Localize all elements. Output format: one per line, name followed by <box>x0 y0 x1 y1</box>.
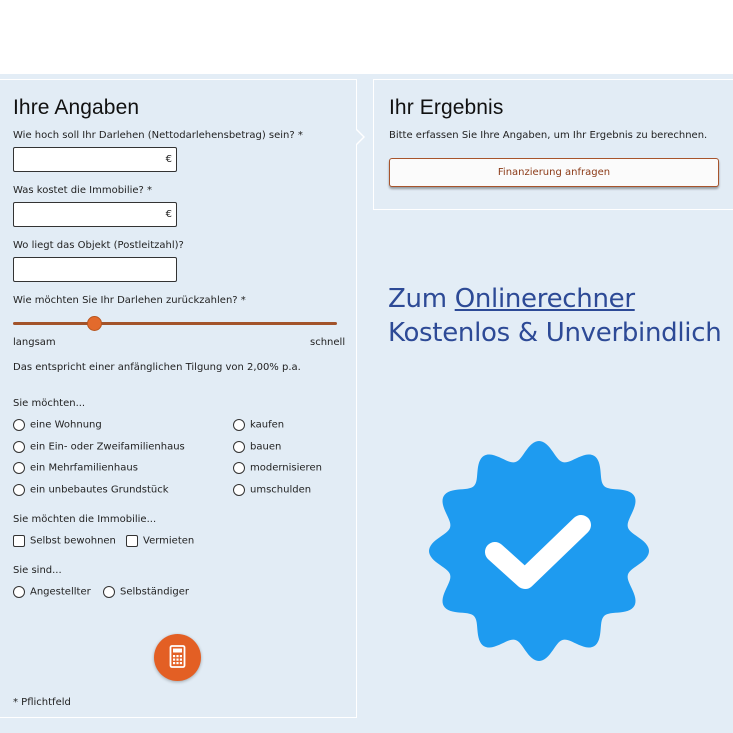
radio-option-selbstaendiger[interactable]: Selbständiger <box>103 586 189 600</box>
promo-line-1: Zum Onlinerechner <box>388 284 635 314</box>
slider-min-label: langsam <box>13 337 56 348</box>
use-label: Sie möchten die Immobilie... <box>13 514 157 525</box>
radio-option-mehrfamilienhaus[interactable]: ein Mehrfamilienhaus <box>13 462 138 476</box>
loan-amount-label: Wie hoch soll Ihr Darlehen (Nettodarlehensbetrag) sein? * <box>13 130 303 141</box>
want-label: Sie möchten... <box>13 398 86 409</box>
radio-button[interactable] <box>233 441 245 453</box>
radio-option-einfamilienhaus[interactable]: ein Ein- oder Zweifamilienhaus <box>13 441 185 455</box>
radio-option-bauen[interactable]: bauen <box>233 441 281 455</box>
checkbox-vermieten[interactable]: Vermieten <box>126 535 194 549</box>
radio-option-umschulden[interactable]: umschulden <box>233 484 311 498</box>
radio-button[interactable] <box>13 484 25 496</box>
radio-option-wohnung[interactable]: eine Wohnung <box>13 419 102 433</box>
repayment-label: Wie möchten Sie Ihr Darlehen zurückzahlen? * <box>13 295 246 306</box>
euro-symbol: € <box>165 209 172 220</box>
radio-button[interactable] <box>233 484 245 496</box>
promo-line-2: Kostenlos & Unverbindlich <box>388 318 722 348</box>
calculate-button[interactable] <box>154 634 201 681</box>
radio-option-modernisieren[interactable]: modernisieren <box>233 462 322 476</box>
radio-option-kaufen[interactable]: kaufen <box>233 419 284 433</box>
radio-button[interactable] <box>13 586 25 598</box>
radio-button[interactable] <box>103 586 115 598</box>
euro-symbol: € <box>165 154 172 165</box>
checkbox-selbst-bewohnen[interactable]: Selbst bewohnen <box>13 535 116 549</box>
checkbox[interactable] <box>13 535 25 547</box>
repayment-slider-track[interactable] <box>13 322 337 325</box>
repayment-slider-handle[interactable] <box>87 316 102 331</box>
result-panel-title: Ihr Ergebnis <box>389 96 504 119</box>
radio-button[interactable] <box>13 462 25 474</box>
input-panel-title: Ihre Angaben <box>13 96 140 119</box>
checkbox[interactable] <box>126 535 138 547</box>
loan-amount-input[interactable] <box>13 147 177 172</box>
result-hint: Bitte erfassen Sie Ihre Angaben, um Ihr Ergebnis zu berechnen. <box>389 130 708 141</box>
radio-option-angestellter[interactable]: Angestellter <box>13 586 91 600</box>
zip-code-label: Wo liegt das Objekt (Postleitzahl)? <box>13 240 184 251</box>
property-price-label: Was kostet die Immobilie? * <box>13 185 153 196</box>
radio-button[interactable] <box>13 441 25 453</box>
calculator-icon <box>154 634 201 681</box>
slider-max-label: schnell <box>310 337 346 348</box>
onlinerechner-link[interactable]: Onlinerechner <box>454 284 635 314</box>
zip-code-input[interactable] <box>13 257 177 282</box>
radio-option-grundstueck[interactable]: ein unbebautes Grundstück <box>13 484 169 498</box>
radio-button[interactable] <box>13 419 25 431</box>
you-are-label: Sie sind... <box>13 565 62 576</box>
property-price-input[interactable] <box>13 202 177 227</box>
required-note: * Pflichtfeld <box>13 697 71 708</box>
tilgung-text: Das entspricht einer anfänglichen Tilgung von 2,00% p.a. <box>13 362 301 373</box>
radio-button[interactable] <box>233 462 245 474</box>
request-financing-button[interactable]: Finanzierung anfragen <box>389 158 719 187</box>
verified-badge-icon <box>428 440 650 662</box>
radio-button[interactable] <box>233 419 245 431</box>
